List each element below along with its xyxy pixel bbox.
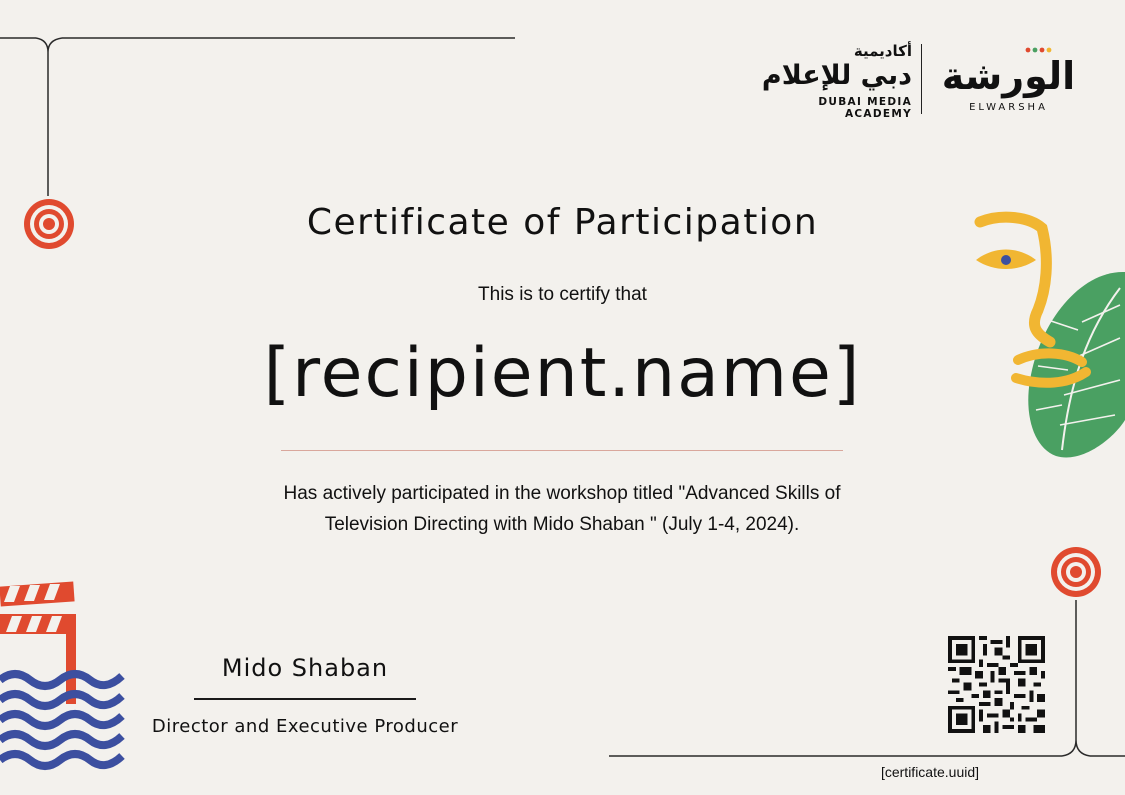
logo-arabic-small: أكاديمية [853, 42, 912, 60]
recipient-name: [recipient.name] [263, 334, 862, 413]
signer-role: Director and Executive Producer [151, 716, 459, 737]
certificate-uuid: [certificate.uuid] [880, 764, 980, 780]
logo-separator [921, 44, 922, 114]
statement-line-1: Has actively participated in the workshop titled "Advanced Skills of [283, 483, 841, 504]
signer-name: Mido Shaban [221, 654, 389, 682]
participation-statement [212, 478, 912, 540]
logo-arabic: الورشة [941, 54, 1076, 98]
certify-subtitle: This is to certify that [478, 284, 647, 305]
qr-code [948, 636, 1045, 733]
statement-line-2: Television Directing with Mido Shaban " (July 1-4, 2024). [324, 514, 800, 535]
target-icon [1049, 545, 1103, 599]
dubai-media-academy-logo [752, 42, 912, 120]
elwarsha-logo [936, 46, 1081, 113]
logo-arabic-big: دبي للإعلام [761, 60, 912, 91]
logo-english: ELWARSHA [969, 102, 1048, 113]
elwarsha-dots [936, 46, 1081, 54]
signature-line [194, 698, 416, 700]
title-divider [281, 450, 843, 451]
certificate-title: Certificate of Participation [306, 202, 819, 243]
logo-english: DUBAI MEDIA ACADEMY [818, 96, 912, 120]
clapperboard-waves-illustration [0, 580, 130, 775]
